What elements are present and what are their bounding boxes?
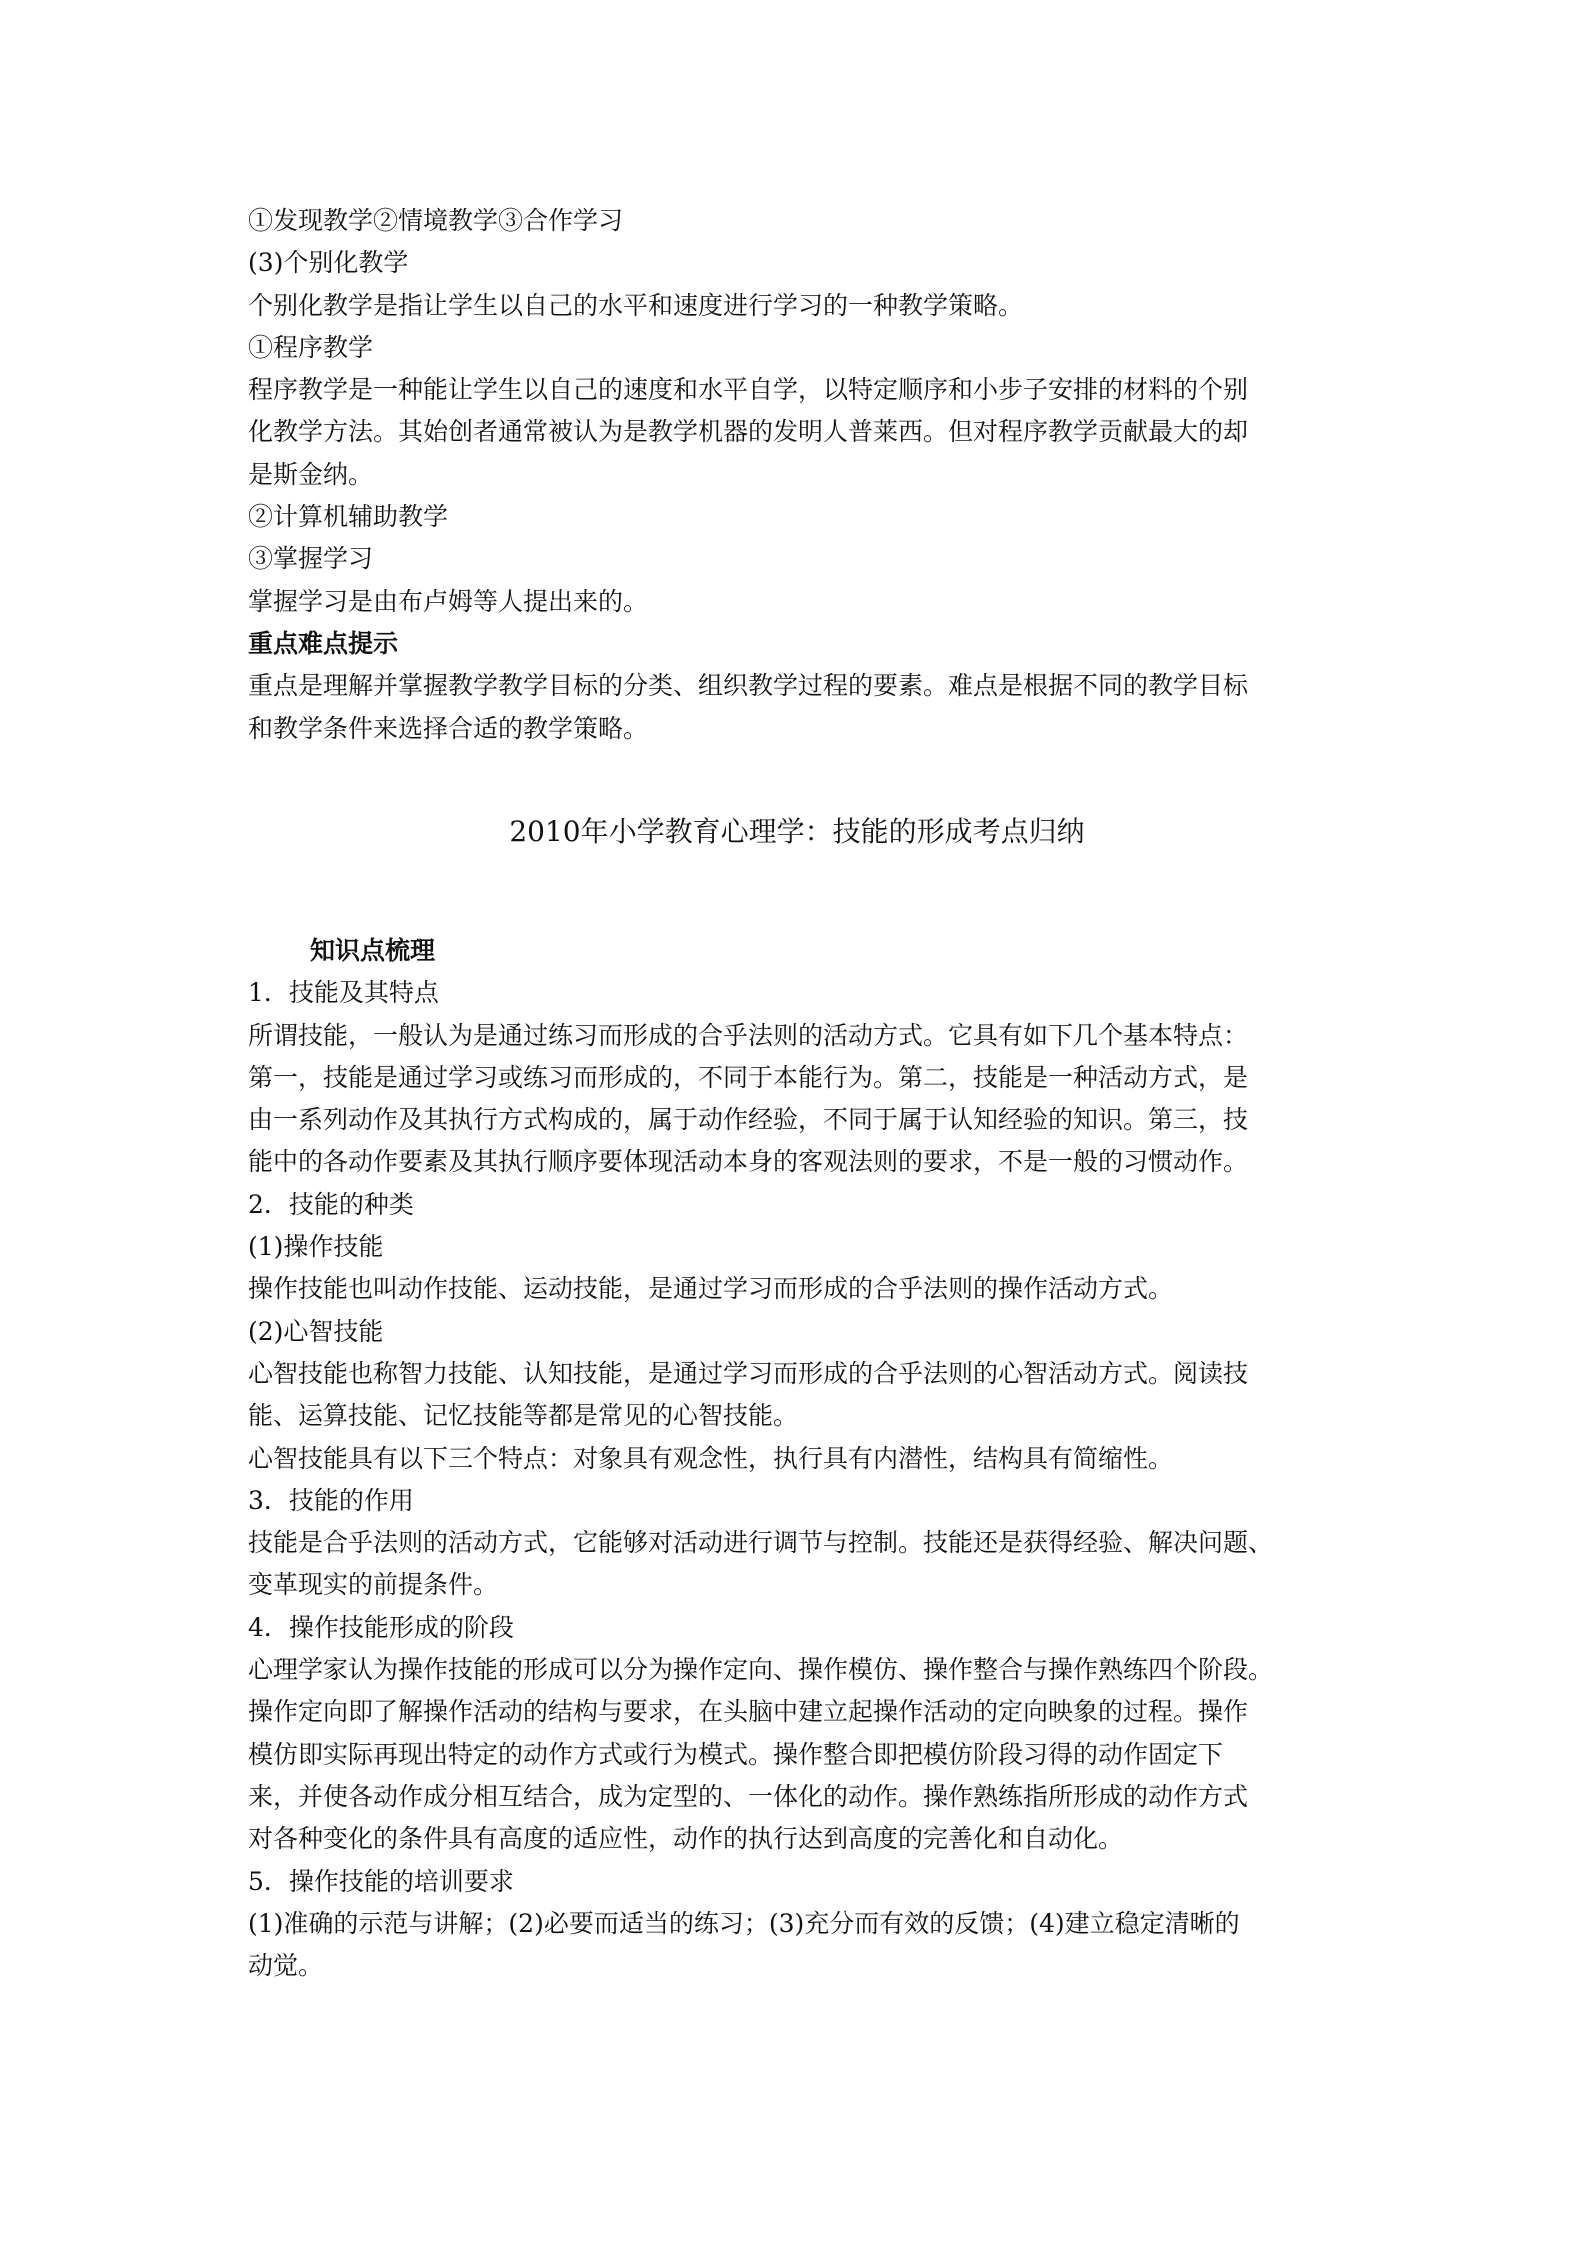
text-line: 对各种变化的条件具有高度的适应性，动作的执行达到高度的完善化和自动化。 bbox=[248, 1824, 1124, 1854]
numbered-heading: 1．技能及其特点 bbox=[248, 978, 439, 1008]
text-line: (3)个别化教学 bbox=[248, 248, 409, 278]
text-line: 操作定向即了解操作活动的结构与要求，在头脑中建立起操作活动的定向映象的过程。操作 bbox=[248, 1697, 1249, 1727]
text-line: 是斯金纳。 bbox=[248, 459, 374, 489]
text-line: ①发现教学②情境教学③合作学习 bbox=[248, 206, 624, 235]
text-line: 模仿即实际再现出特定的动作方式或行为模式。操作整合即把模仿阶段习得的动作固定下 bbox=[248, 1739, 1224, 1769]
text-line: 化教学方法。其始创者通常被认为是教学机器的发明人普莱西。但对程序教学贡献最大的却 bbox=[248, 417, 1249, 447]
text-line: 操作技能也叫动作技能、运动技能，是通过学习而形成的合乎法则的操作活动方式。 bbox=[248, 1274, 1174, 1304]
text-line: 心理学家认为操作技能的形成可以分为操作定向、操作模仿、操作整合与操作熟练四个阶段。 bbox=[248, 1655, 1274, 1685]
text-line: 能、运算技能、记忆技能等都是常见的心智技能。 bbox=[248, 1401, 799, 1431]
text-line: 由一系列动作及其执行方式构成的，属于动作经验，不同于属于认知经验的知识。第三，技 bbox=[248, 1105, 1249, 1135]
text-line: 心智技能具有以下三个特点：对象具有观念性，执行具有内潜性，结构具有简缩性。 bbox=[248, 1443, 1174, 1473]
text-line: 和教学条件来选择合适的教学策略。 bbox=[248, 713, 649, 743]
section-heading-key-points: 重点难点提示 bbox=[248, 628, 399, 658]
text-line: ①程序教学 bbox=[248, 332, 374, 362]
text-line: 动觉。 bbox=[248, 1951, 324, 1981]
text-line: ③掌握学习 bbox=[248, 544, 374, 574]
document-title: 2010年小学教育心理学：技能的形成考点归纳 bbox=[509, 815, 1085, 848]
text-line: 所谓技能，一般认为是通过练习而形成的合乎法则的活动方式。它具有如下几个基本特点： bbox=[248, 1020, 1249, 1050]
text-line: 变革现实的前提条件。 bbox=[248, 1570, 499, 1600]
numbered-heading: 2．技能的种类 bbox=[248, 1189, 414, 1219]
numbered-heading: 5．操作技能的培训要求 bbox=[248, 1866, 514, 1896]
text-line: (1)操作技能 bbox=[248, 1232, 384, 1262]
text-line: 第一，技能是通过学习或练习而形成的，不同于本能行为。第二，技能是一种活动方式，是 bbox=[248, 1062, 1249, 1092]
text-line: 个别化教学是指让学生以自己的水平和速度进行学习的一种教学策略。 bbox=[248, 290, 1024, 320]
text-line: (1)准确的示范与讲解；(2)必要而适当的练习；(3)充分而有效的反馈；(4)建立稳定清晰的 bbox=[248, 1908, 1240, 1938]
section-top bbox=[248, 200, 1358, 750]
text-line: 技能是合乎法则的活动方式，它能够对活动进行调节与控制。技能还是获得经验、解决问题、 bbox=[248, 1528, 1274, 1558]
text-line: 掌握学习是由布卢姆等人提出来的。 bbox=[248, 586, 649, 616]
text-line: 程序教学是一种能让学生以自己的速度和水平自学，以特定顺序和小步子安排的材料的个别 bbox=[248, 375, 1249, 405]
section-bottom bbox=[248, 930, 1358, 1987]
numbered-heading: 3．技能的作用 bbox=[248, 1485, 414, 1515]
text-line: ②计算机辅助教学 bbox=[248, 502, 449, 532]
text-line: 来，并使各动作成分相互结合，成为定型的、一体化的动作。操作熟练指所形成的动作方式 bbox=[248, 1781, 1249, 1811]
section-heading-knowledge: 知识点梳理 bbox=[310, 936, 436, 965]
text-line: (2)心智技能 bbox=[248, 1316, 384, 1346]
text-line: 心智技能也称智力技能、认知技能，是通过学习而形成的合乎法则的心智活动方式。阅读技 bbox=[248, 1358, 1249, 1388]
text-line: 能中的各动作要素及其执行顺序要体现活动本身的客观法则的要求，不是一般的习惯动作。 bbox=[248, 1147, 1249, 1177]
numbered-heading: 4．操作技能形成的阶段 bbox=[248, 1612, 514, 1642]
text-line: 重点是理解并掌握教学教学目标的分类、组织教学过程的要素。难点是根据不同的教学目标 bbox=[248, 671, 1249, 701]
